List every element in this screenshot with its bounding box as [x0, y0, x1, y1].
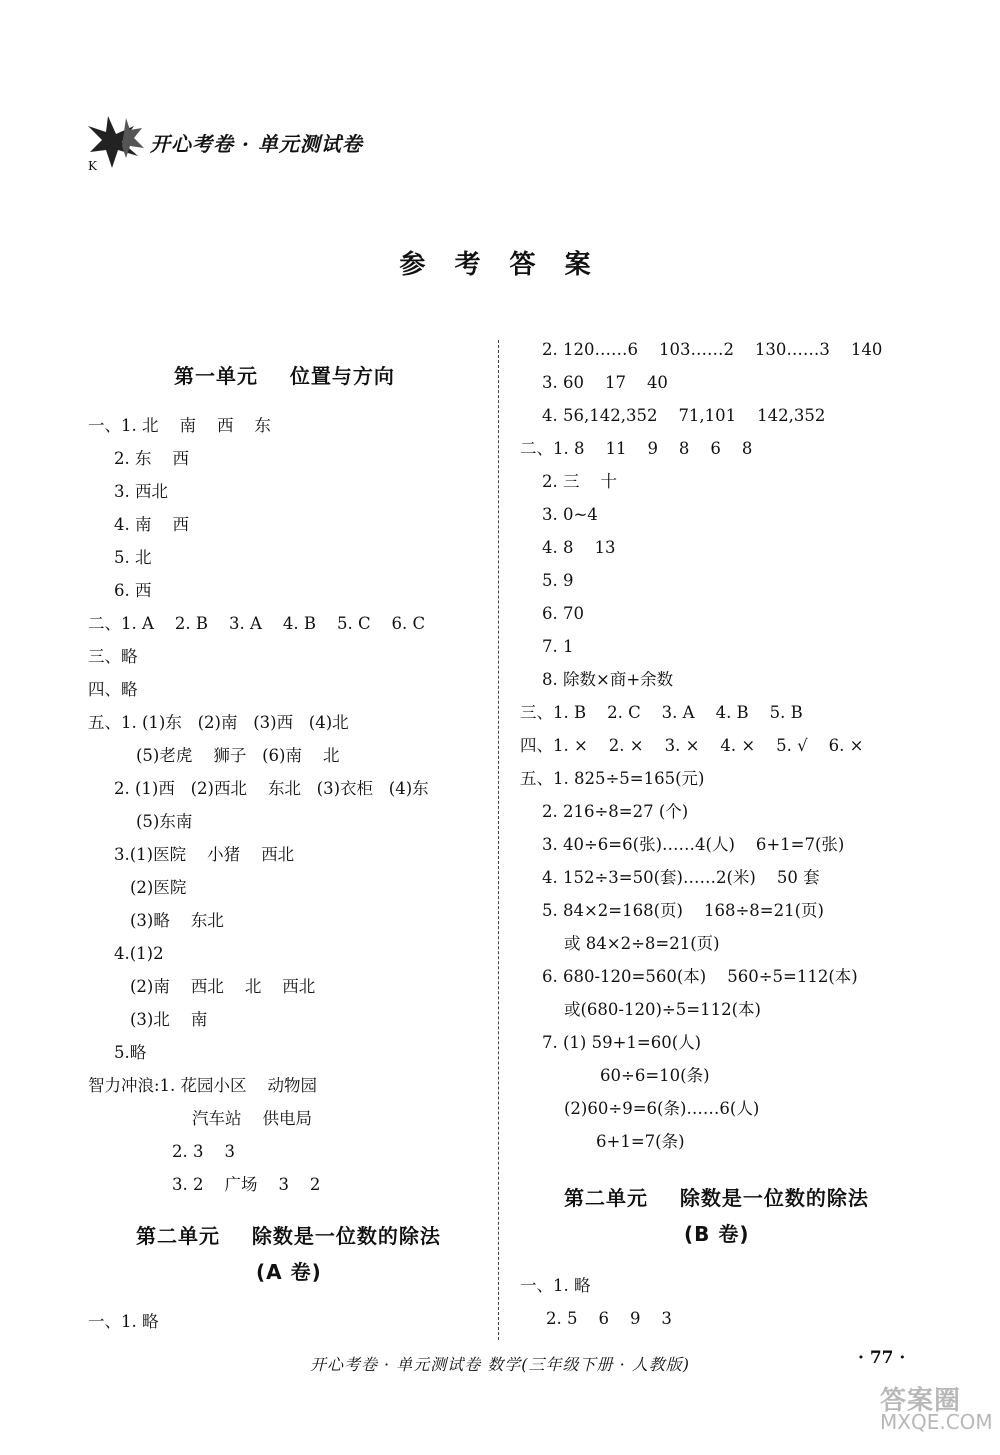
- brand-title: 开心考卷 · 单元测试卷: [150, 132, 363, 156]
- unit2a-title: 第二单元 除数是一位数的除法: [136, 1224, 441, 1248]
- page-title: 参 考 答 案: [399, 250, 601, 280]
- list-item: 3. 2 广场 3 2: [172, 1175, 321, 1194]
- list-item: 2. 3 3: [172, 1142, 235, 1161]
- svg-text:K: K: [88, 159, 97, 172]
- list-item: 4. 南 西: [114, 515, 189, 534]
- list-item: 5. 84×2=168(页) 168÷8=21(页): [542, 901, 824, 920]
- list-item: 汽车站 供电局: [192, 1109, 312, 1128]
- list-item: 5. 9: [542, 571, 574, 590]
- list-item: 四、1. × 2. × 3. × 4. × 5. √ 6. ×: [520, 736, 864, 755]
- page-number: · 77 ·: [858, 1348, 906, 1368]
- list-item: 2. 东 西: [114, 449, 189, 468]
- list-item: 二、1. 8 11 9 8 6 8: [520, 439, 753, 458]
- list-item: 5. 北: [114, 548, 152, 567]
- list-item: 四、略: [88, 680, 138, 699]
- list-item: 3. 40÷6=6(张)……4(人) 6+1=7(张): [542, 835, 845, 854]
- list-item: 或 84×2÷8=21(页): [564, 934, 720, 953]
- list-item: 5.略: [114, 1043, 147, 1062]
- list-item: 6. 西: [114, 581, 152, 600]
- list-item: 7. (1) 59+1=60(人): [542, 1033, 702, 1052]
- list-item: 4. 152÷3=50(套)……2(米) 50 套: [542, 868, 820, 887]
- star-logo-icon: [86, 112, 156, 172]
- list-item: 3. 60 17 40: [542, 373, 668, 392]
- unit2b-subtitle: (B 卷): [684, 1222, 750, 1246]
- list-item: 3. 0~4: [542, 505, 598, 524]
- list-item: 3.(1)医院 小猪 西北: [114, 845, 295, 864]
- list-item: 一、1. 略: [520, 1276, 591, 1295]
- list-item: 6+1=7(条): [596, 1132, 685, 1151]
- list-item: 三、略: [88, 647, 138, 666]
- list-item: 4.(1)2: [114, 944, 164, 963]
- footer-text: 开心考卷 · 单元测试卷 数学(三年级下册 · 人教版): [309, 1355, 691, 1374]
- list-item: 3. 西北: [114, 482, 168, 501]
- list-item: (5)老虎 狮子 (6)南 北: [136, 746, 340, 765]
- list-item: 6. 680-120=560(本) 560÷5=112(本): [542, 967, 858, 986]
- list-item: (2)南 西北 北 西北: [130, 977, 316, 996]
- list-item: 2. 三 十: [542, 472, 617, 491]
- list-item: 2. (1)西 (2)西北 东北 (3)衣柜 (4)东: [114, 779, 429, 798]
- list-item: (3)略 东北: [130, 911, 224, 930]
- list-item: 二、1. A 2. B 3. A 4. B 5. C 6. C: [88, 614, 426, 633]
- brand-logo: [86, 112, 156, 172]
- list-item: 4. 56,142,352 71,101 142,352: [542, 406, 826, 425]
- list-item: 60÷6=10(条): [600, 1066, 710, 1085]
- list-item: 一、1. 北 南 西 东: [88, 416, 271, 435]
- list-item: 8. 除数×商+余数: [542, 670, 674, 689]
- list-item: 2. 120……6 103……2 130……3 140: [542, 340, 883, 359]
- list-item: 智力冲浪:1. 花园小区 动物园: [88, 1076, 318, 1095]
- list-item: 6. 70: [542, 604, 584, 623]
- list-item: 一、1. 略: [88, 1312, 159, 1331]
- watermark: 答案圈: [880, 1386, 962, 1416]
- unit1-title: 第一单元 位置与方向: [174, 364, 395, 388]
- list-item: 2. 5 6 9 3: [546, 1309, 672, 1328]
- list-item: 4. 8 13: [542, 538, 616, 557]
- list-item: (5)东南: [136, 812, 193, 831]
- list-item: (3)北 南: [130, 1010, 208, 1029]
- list-item: 2. 216÷8=27 (个): [542, 802, 689, 821]
- list-item: (2)60÷9=6(条)……6(人): [564, 1099, 760, 1118]
- list-item: 五、1. 825÷5=165(元): [520, 769, 705, 788]
- unit2b-title: 第二单元 除数是一位数的除法: [564, 1186, 869, 1210]
- watermark-url: MXQE.COM: [880, 1410, 993, 1434]
- unit2a-subtitle: (A 卷): [256, 1260, 322, 1284]
- list-item: 三、1. B 2. C 3. A 4. B 5. B: [520, 703, 803, 722]
- list-item: 五、1. (1)东 (2)南 (3)西 (4)北: [88, 713, 349, 732]
- list-item: (2)医院: [130, 878, 187, 897]
- list-item: 7. 1: [542, 637, 574, 656]
- column-divider: [498, 340, 499, 1340]
- list-item: 或(680-120)÷5=112(本): [564, 1000, 761, 1019]
